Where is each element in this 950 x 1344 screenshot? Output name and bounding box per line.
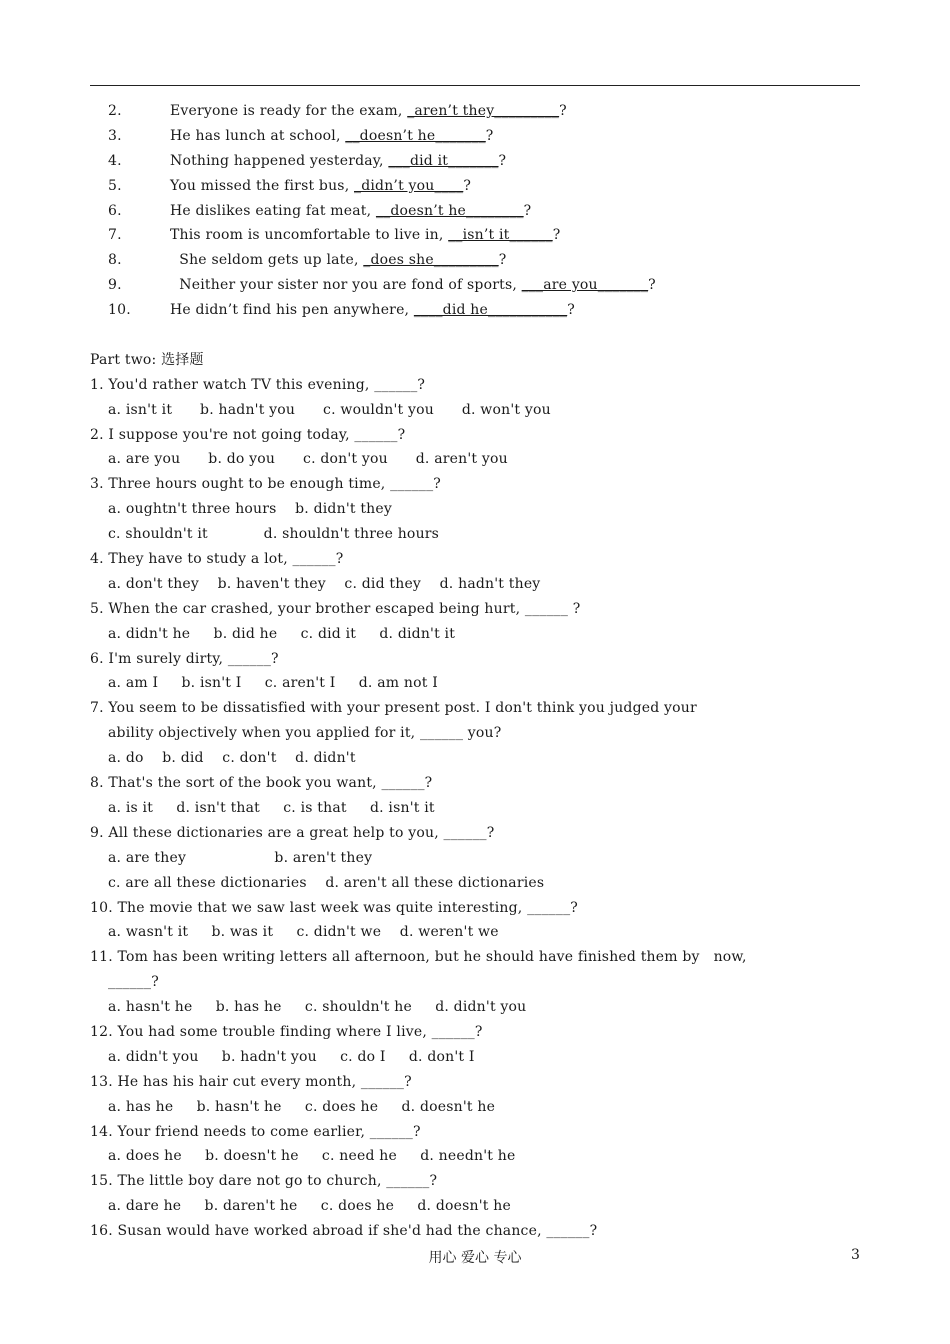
item-number: 4. (108, 152, 122, 169)
question-text: 15. The little boy dare not go to church, ______? (90, 1173, 438, 1190)
item-answer: _aren’t they_________ (407, 103, 560, 119)
part-one-item (90, 248, 860, 273)
question-text: 6. I'm surely dirty, ______? (90, 650, 279, 667)
item-number: 10. (108, 302, 131, 319)
answer-options: ______? (108, 974, 159, 991)
question-text: 14. Your friend needs to come earlier, ______? (90, 1123, 421, 1140)
item-question-mark: ? (523, 202, 532, 219)
item-question-mark: ? (498, 252, 507, 269)
question-text: 13. He has his hair cut every month, ______? (90, 1073, 412, 1090)
question-text: 4. They have to study a lot, ______? (90, 551, 344, 568)
item-number: 3. (108, 127, 122, 144)
answer-options: a. does he b. doesn't he c. need he d. needn't he (108, 1148, 516, 1165)
part-one-item (90, 273, 860, 298)
answer-options: c. shouldn't it d. shouldn't three hours (108, 526, 440, 543)
worksheet-content (90, 99, 860, 1244)
question-text: 5. When the car crashed, your brother escaped being hurt, ______ ? (90, 600, 581, 617)
part-one-item (90, 223, 860, 248)
item-question: He didn’t find his pen anywhere, (170, 302, 414, 319)
question-text: 8. That's the sort of the book you want, ______? (90, 775, 433, 792)
part-two-list (90, 373, 860, 1244)
part-one-item (90, 174, 860, 199)
item-answer: __doesn’t he________ (375, 202, 524, 219)
part-one-item (90, 99, 860, 124)
question-text: 1. You'd rather watch TV this evening, ______? (90, 376, 426, 393)
part-one-list (90, 99, 860, 323)
question-text: 10. The movie that we saw last week was quite interesting, ______? (90, 899, 578, 916)
item-question: Nothing happened yesterday, (170, 152, 389, 169)
item-answer: ____did he___________ (413, 302, 568, 319)
question-text: 16. Susan would have worked abroad if she'd had the chance, ______? (90, 1223, 598, 1240)
answer-options: a. didn't you b. hadn't you c. do I d. don't I (108, 1048, 475, 1065)
item-question: She seldom gets up late, (170, 252, 364, 269)
answer-options: a. are they b. aren't they (108, 849, 373, 866)
item-question: He has lunch at school, (170, 127, 346, 144)
item-number: 2. (108, 103, 122, 119)
item-answer: __doesn’t he_______ (345, 127, 486, 144)
answer-options: a. don't they b. haven't they c. did they d. hadn't they (108, 575, 541, 592)
item-number: 7. (108, 227, 122, 244)
item-answer: ___are you_______ (521, 277, 649, 294)
item-question: He dislikes eating fat meat, (170, 202, 376, 219)
part-one-item (90, 298, 860, 323)
item-answer: _does she_________ (363, 252, 499, 269)
item-question: Everyone is ready for the exam, (170, 103, 408, 119)
answer-options: c. are all these dictionaries d. aren't all these dictionaries (108, 874, 545, 891)
header-rule (90, 85, 860, 86)
part-one-item (90, 199, 860, 224)
item-question: You missed the first bus, (170, 177, 354, 194)
item-question-mark: ? (498, 152, 507, 169)
item-question-mark: ? (485, 127, 494, 144)
item-question-mark: ? (648, 277, 656, 294)
question-text: 12. You had some trouble finding where I live, ______? (90, 1023, 483, 1040)
answer-options: ability objectively when you applied for it, ______ you? (108, 725, 502, 742)
question-text: 7. You seem to be dissatisfied with your present post. I don't think you judged your (90, 700, 697, 717)
part-one-item (90, 124, 860, 149)
part-two-title: Part two: 选择题 (90, 351, 204, 368)
answer-options: a. is it d. isn't that c. is that d. isn't it (108, 799, 435, 816)
item-answer: __isn’t it______ (448, 227, 553, 244)
item-question-mark: ? (552, 227, 561, 244)
answer-options: a. do b. did c. don't d. didn't (108, 750, 356, 767)
item-number: 5. (108, 177, 122, 194)
item-question-mark: ? (567, 302, 575, 319)
section-gap (90, 323, 860, 348)
item-number: 9. (108, 277, 122, 294)
question-text: 3. Three hours ought to be enough time, ______? (90, 476, 442, 493)
question-text: 9. All these dictionaries are a great help to you, ______? (90, 824, 495, 841)
answer-options: a. dare he b. daren't he c. does he d. doesn't he (108, 1198, 511, 1215)
answer-options: a. has he b. hasn't he c. does he d. doesn't he (108, 1098, 496, 1115)
item-question: Neither your sister nor you are fond of sports, (170, 277, 522, 294)
item-answer: _didn’t you____ (354, 177, 464, 194)
answer-options: a. are you b. do you c. don't you d. aren't you (108, 451, 508, 468)
answer-options: a. didn't he b. did he c. did it d. didn't it (108, 625, 456, 642)
answer-options: a. oughtn't three hours b. didn't they (108, 501, 392, 518)
item-number: 6. (108, 202, 122, 219)
answer-options: a. hasn't he b. has he c. shouldn't he d. didn't you (108, 999, 527, 1016)
question-text: 11. Tom has been writing letters all afternoon, but he should have finished them by now, (90, 949, 747, 966)
item-question-mark: ? (463, 177, 472, 194)
answer-options: a. am I b. isn't I c. aren't I d. am not I (108, 675, 438, 692)
footer-motto: 用心 爱心 专心 (428, 1250, 522, 1266)
item-question-mark: ? (559, 103, 567, 119)
question-text: 2. I suppose you're not going today, ______? (90, 426, 406, 443)
page-number: 3 (851, 1247, 860, 1263)
answer-options: a. wasn't it b. was it c. didn't we d. weren't we (108, 924, 499, 941)
item-number: 8. (108, 252, 122, 269)
item-question: This room is uncomfortable to live in, (170, 227, 449, 244)
answer-options: a. isn't it b. hadn't you c. wouldn't you d. won't you (108, 401, 551, 418)
part-one-item (90, 149, 860, 174)
item-answer: ___did it_______ (388, 152, 499, 169)
